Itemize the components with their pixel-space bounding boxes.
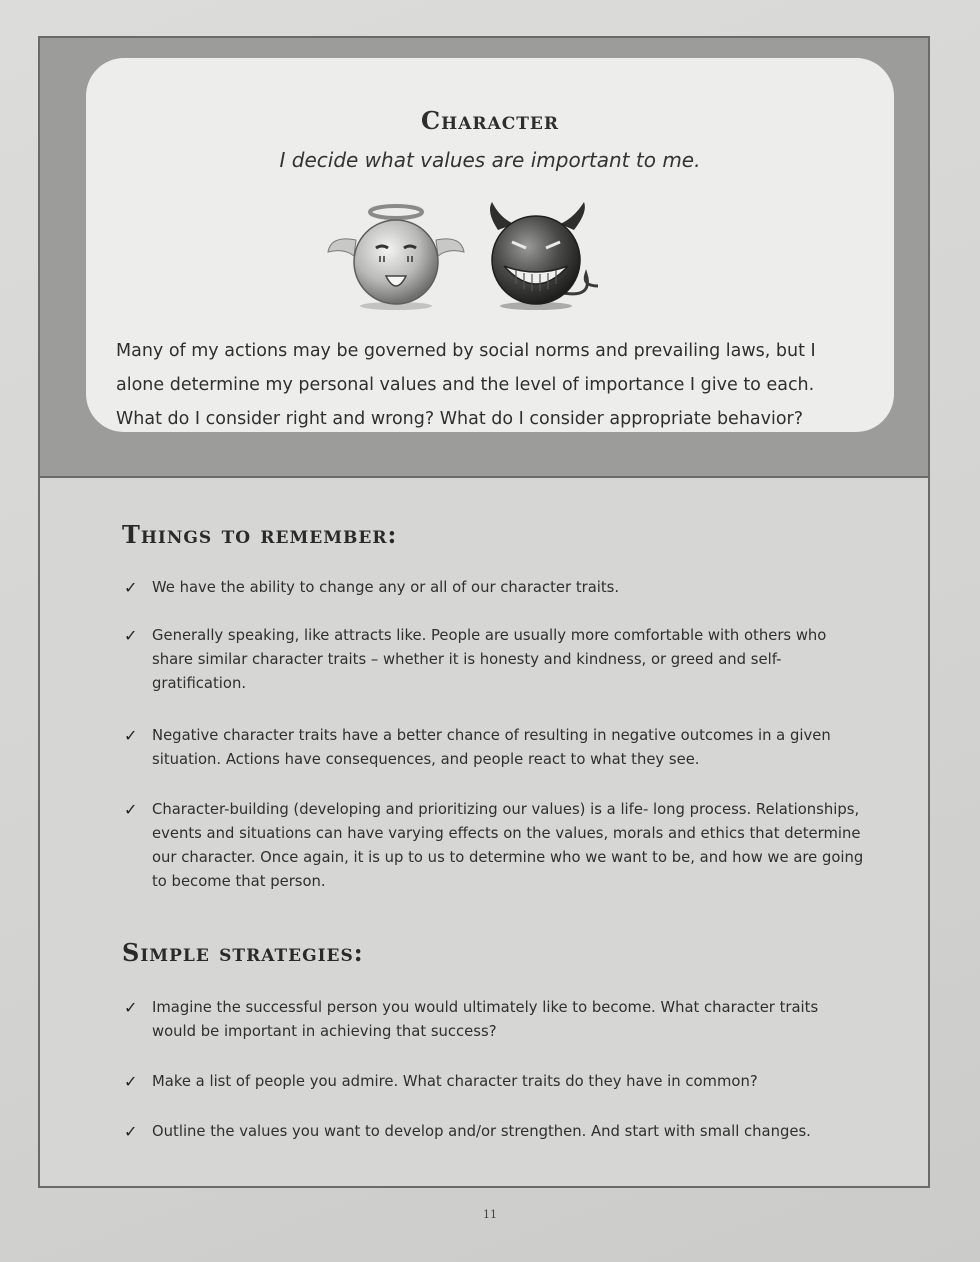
page-frame [38, 36, 930, 1188]
list-item-text: Imagine the successful person you would ultimately like to become. What character traits would be important in achieving that success? [152, 999, 819, 1040]
header-band [40, 38, 928, 478]
devil-icon [490, 202, 598, 310]
simple-strategies-heading: Simple strategies: [122, 938, 364, 967]
checkmark-icon: ✓ [124, 1122, 138, 1141]
checkmark-icon: ✓ [124, 1072, 138, 1091]
intro-line: Many of my actions may be governed by social norms and prevailing laws, but I [116, 341, 816, 361]
checkmark-icon: ✓ [124, 726, 138, 745]
list-item-text: Outline the values you want to develop and/or strengthen. And start with small changes. [152, 1123, 811, 1140]
things-to-remember-heading: Things to remember: [122, 520, 398, 549]
list-item [124, 624, 864, 696]
intro-paragraph [116, 334, 876, 436]
list-item [124, 724, 864, 772]
list-item-text: We have the ability to change any or all of our character traits. [152, 579, 620, 596]
list-item [124, 996, 864, 1044]
list-item-text: Generally speaking, like attracts like. People are usually more comfortable with others who share similar character traits – whether it is honesty and kindness, or greed and self-gratification. [152, 627, 827, 692]
checkmark-icon: ✓ [124, 626, 138, 645]
intro-line: alone determine my personal values and the level of importance I give to each. [116, 375, 815, 395]
list-item-text: Make a list of people you admire. What character traits do they have in common? [152, 1073, 758, 1090]
list-item-text: Negative character traits have a better chance of resulting in negative outcomes in a given situation. Actions have consequences, and people react to what they see. [152, 727, 831, 768]
angel-devil-illustration [326, 200, 616, 312]
checkmark-icon: ✓ [124, 800, 138, 819]
list-item [124, 1120, 864, 1144]
checkmark-icon: ✓ [124, 998, 138, 1017]
list-item [124, 576, 864, 600]
intro-line: What do I consider right and wrong? What do I consider appropriate behavior? [116, 409, 804, 429]
page-subtitle: I decide what values are important to me. [279, 148, 701, 172]
header-card [86, 58, 894, 432]
page-number: 11 [483, 1208, 497, 1221]
list-item-text: Character-building (developing and prioritizing our values) is a life- long process. Relationships, events and situations can have varying effects on the values, morals and ethics that determine our character. Once again, it is up to us to determine who we want to be, and how we are going to become that person. [152, 801, 864, 890]
list-item [124, 1070, 864, 1094]
page-title: Character [421, 106, 559, 135]
list-item [124, 798, 864, 894]
checkmark-icon: ✓ [124, 578, 138, 597]
angel-icon [328, 206, 464, 310]
